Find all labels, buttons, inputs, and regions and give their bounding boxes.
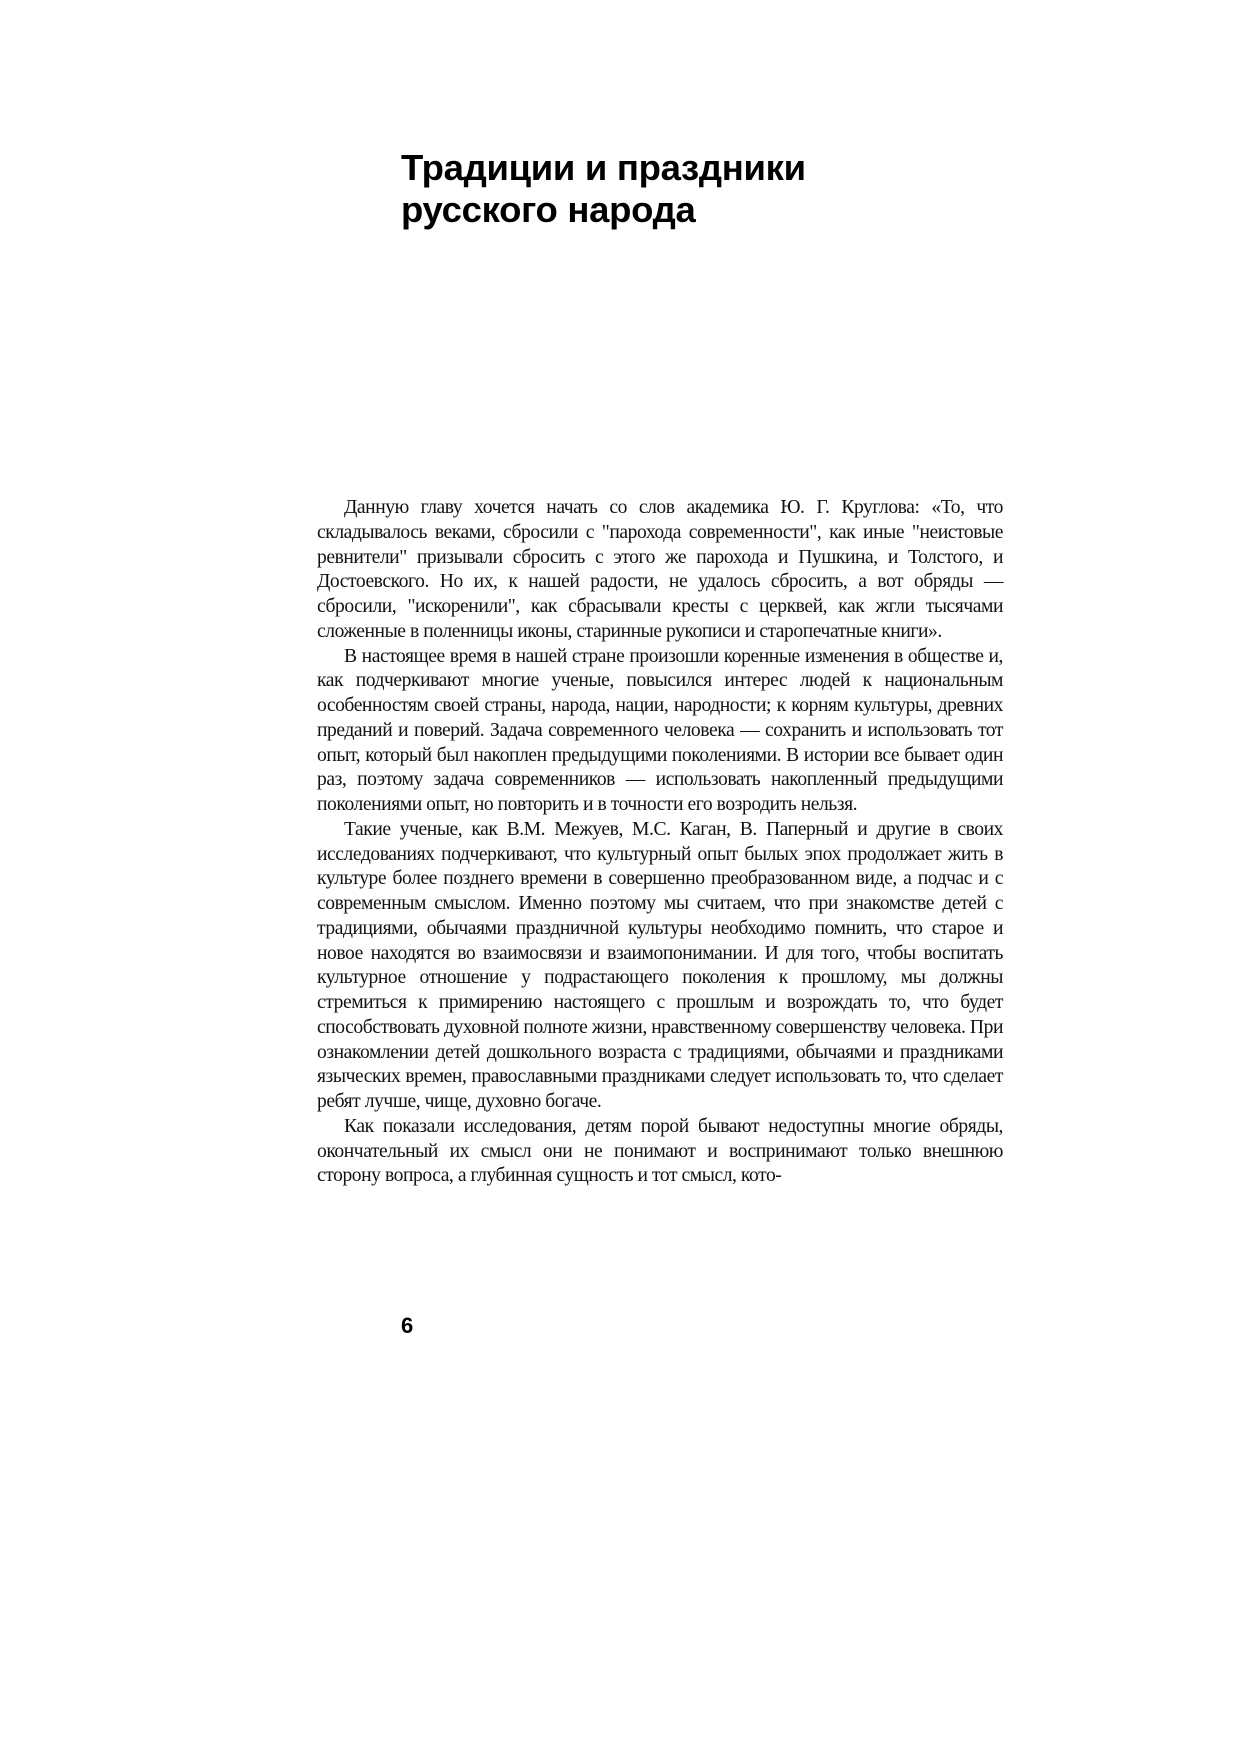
chapter-title-line-2: русского народа bbox=[401, 189, 696, 230]
chapter-title-line-1: Традиции и праздники bbox=[401, 147, 806, 188]
paragraph-3: Такие ученые, как В.М. Межуев, М.С. Каган, В. Паперный и другие в своих исследованиях подчеркивают, что культурный опыт былых эпох продолжает жить в культуре более позднего времени в совершенно преобразованном виде, а подчас и с современным смыслом. Именно поэтому мы считаем, что при знакомстве детей с традициями, обычаями праздничной культуры необходимо помнить, что старое и новое находятся во взаимосвязи и взаимопонимании. И для того, чтобы воспитать культурное отношение у подрастающего поколения к прошлому, мы должны стремиться к примирению настоящего с прошлым и возрождать то, что будет способствовать духовной полноте жизни, нравственному совершенству человека. При ознакомлении детей дошкольного возраста с традициями, обычаями и праздниками языческих времен, православными праздниками следует использовать то, что сделает ребят лучше, чище, духовно богаче. bbox=[317, 818, 1003, 1112]
paragraph-1: Данную главу хочется начать со слов академика Ю. Г. Круглова: «То, что складывалось веками, сбросили с "парохода современности", как иные "неистовые ревнители" призывали сбросить с этого же парохода и Пушкина, и Толстого, и Достоевского. Но их, к нашей радости, не удалось сбросить, а вот обряды — сбросили, "искоренили", как сбрасывали кресты с церквей, как жгли тысячами сложенные в поленницы иконы, старинные рукописи и старопечатные книги». bbox=[317, 497, 1003, 642]
chapter-title bbox=[401, 147, 1001, 231]
page-number: 6 bbox=[401, 1313, 414, 1338]
body-text bbox=[317, 496, 1003, 1189]
paragraph-2: В настоящее время в нашей стране произошли коренные изменения в обществе и, как подчеркивают многие ученые, повысился интерес людей к национальным особенностям своей страны, народа, нации, народности; к корням культуры, древних преданий и поверий. Задача современного человека — сохранить и использовать тот опыт, который был накоплен предыдущими поколениями. В истории все бывает один раз, поэтому задача современников — использовать накопленный предыдущими поколениями опыт, но повторить и в точности его возродить нельзя. bbox=[317, 645, 1003, 815]
paragraph-4: Как показали исследования, детям порой бывают недоступны многие обряды, окончательный их смысл они не понимают и воспринимают только внешнюю сторону вопроса, а глубинная сущность и тот смысл, кото- bbox=[317, 1115, 1003, 1187]
